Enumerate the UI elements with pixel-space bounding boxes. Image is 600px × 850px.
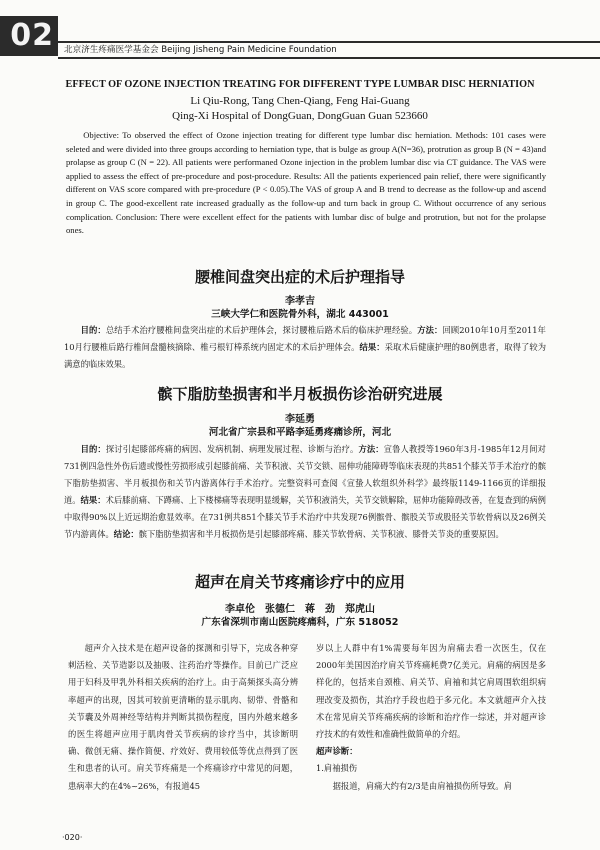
objective-text: 探讨引起膝部疼痛的病因、发病机制、病理发展过程、诊断与治疗。 <box>105 444 359 454</box>
article2-abstract <box>64 322 546 373</box>
page-number: ·020· <box>62 833 83 842</box>
section-paragraph: 据报道，肩痛大约有2/3是由肩袖损伤所导致。肩 <box>332 780 512 791</box>
method-text: 回顾2010年10月至2011年10月行腰椎后路行椎间盘髓核摘除、椎弓根钉棒系统内固定术的术后护理体会。 <box>64 325 546 352</box>
intro-paragraph: 超声介入技术是在超声设备的探测和引导下，完成各种穿刺活检、关节造影以及抽吸、注药治疗等操作。目前已广泛应用于妇科及甲乳外科相关疾病的治疗上。由于高频探头高分辨率超声的出现，因其可较前更清晰的显示肌肉、韧带、骨骼和关节囊及外周神经等结构并判断其损伤程度，国内外越来越多的医生将超声应用于肌肉骨关节疾病的诊疗当中，其诊断明确、微创无痛、操作简便、疗效好、费用较低等优点得到了医生和患者的认可。肩关节疼痛是一个疼痛诊疗中常见的问题，患病率大约在4%~26%，有报道45 <box>68 643 298 791</box>
objective-text: 总结手术治疗腰椎间盘突出症的术后护理体会，探讨腰椎后路术后的临床护理经验。 <box>105 325 418 335</box>
issue-number-tab: 02 <box>0 16 58 56</box>
result-text: 采取术后健康护理的80例患者，取得了较为满意的临床效果。 <box>64 342 547 369</box>
result-text: 术后膝前痛、下蹲痛、上下楼梯痛等表现明显缓解，关节积液消失，关节交锁解除，屈伸功能障碍改善，在复查到的病例中取得90%以上近远期治愈显效率。在731例共851个膝关节手术治疗中共发现76例髌骨、髌股关节或股胫关节软骨病以及26例关节内游离体。 <box>64 495 546 539</box>
article3-title: 髌下脂肪垫损害和半月板损伤诊治研究进展 <box>157 385 443 403</box>
article1-affiliation: Qing-Xi Hospital of DongGuan, DongGuan Guan 523660 <box>172 110 428 122</box>
article1-title: EFFECT OF OZONE INJECTION TREATING FOR DIFFERENT TYPE LUMBAR DISC HERNIATION <box>65 79 535 90</box>
article3-abstract <box>64 441 546 543</box>
journal-header <box>0 0 600 62</box>
article4-authors: 李卓伦 张德仁 蒋 劲 郑虎山 <box>225 604 375 615</box>
article4-title: 超声在肩关节疼痛诊疗中的应用 <box>194 573 405 591</box>
article3-author: 李延勇 <box>285 414 315 425</box>
objective-label: 目的： <box>80 325 106 335</box>
objective-label: 目的： <box>80 444 106 454</box>
article2-affiliation: 三峡大学仁和医院骨外科，湖北 443001 <box>211 309 389 320</box>
conclusion-text: 髌下脂肪垫损害和半月板损伤是引起膝部疼痛、膝关节软骨病、关节积液、膝骨关节炎的重要原因。 <box>138 529 504 539</box>
result-label: 结果： <box>80 495 106 505</box>
article4-affiliation: 广东省深圳市南山医院疼痛科，广东 518052 <box>201 617 399 628</box>
sub-heading: 1.肩袖损伤 <box>316 763 358 774</box>
continued-paragraph: 岁以上人群中有1%需要每年因为肩痛去看一次医生，仅在2000年美国因治疗肩关节疼痛耗费7亿美元。肩痛的病因是多样化的，包括来自颈椎、肩关节、肩袖和其它肩周围软组织病理改变及损伤，其治疗手段也趋于多元化。本文就超声介入技术在常见肩关节疼痛疾病的诊断和治疗作一综述，并对超声诊疗技术的有效性和准确性做简单的介绍。 <box>316 643 546 740</box>
article2-author: 李孝吉 <box>285 296 315 307</box>
conclusion-label: 结论： <box>113 529 139 539</box>
body-column-left <box>68 640 298 795</box>
method-label: 方法： <box>417 325 443 335</box>
body-column-right <box>316 640 546 795</box>
method-label: 方法： <box>358 444 384 454</box>
method-text: 宣鲁人教授等1960年3月-1985年12月间对731例四急性外伤后遗或慢性劳损形成引起膝前痛、关节积液、关节交锁、屈伸功能障碍等临床表现的共851个膝关节手术治疗的髌下脂肪垫损害、半月板损伤和关节内游离体行手术治疗。完整资料可查阅《宣蛰人软组织外科学》最终版1149-1166页的详细报道。 <box>64 444 546 505</box>
article1-authors: Li Qiu-Rong, Tang Chen-Qiang, Feng Hai-Guang <box>190 95 410 107</box>
result-label: 结果： <box>359 342 385 352</box>
article2-title: 腰椎间盘突出症的术后护理指导 <box>194 268 405 286</box>
article1-abstract: Objective: To observed the effect of Ozone injection treating for different type lumbar disc herniation. Methods: 101 cases were seleted and were divided into three groups according to herniation type, that is bulge as group A(N=36), protrution as group B (N = 43)and prolapse as group C (N = 22). All patients were performaned Ozone injection in the problem lumbar disc via CT guidance. The VAS were applied to assess the effect of pre-procedure and post-procedure. Results: All the patients experienced pain relief, there were significantly different on VAS score compared with pre-procedure (P < 0.05).The VAS of group A and B trend to decrease as the follow-up and ascend in group C. The good-excellent rate increased gradually as the follow-up and turn back in group C. Without occurrence of any serious complication. Conclusion: There were excellent effect for the patients with lumbar disc of bulge and protrution, but not for the prolapse ones. <box>66 130 546 236</box>
section-heading: 超声诊断： <box>316 746 358 757</box>
article3-affiliation: 河北省广宗县和平路李延勇疼痛诊所，河北 <box>208 427 392 438</box>
foundation-banner: 北京济生疼痛医学基金会 Beijing Jisheng Pain Medicine Foundation <box>58 41 600 59</box>
